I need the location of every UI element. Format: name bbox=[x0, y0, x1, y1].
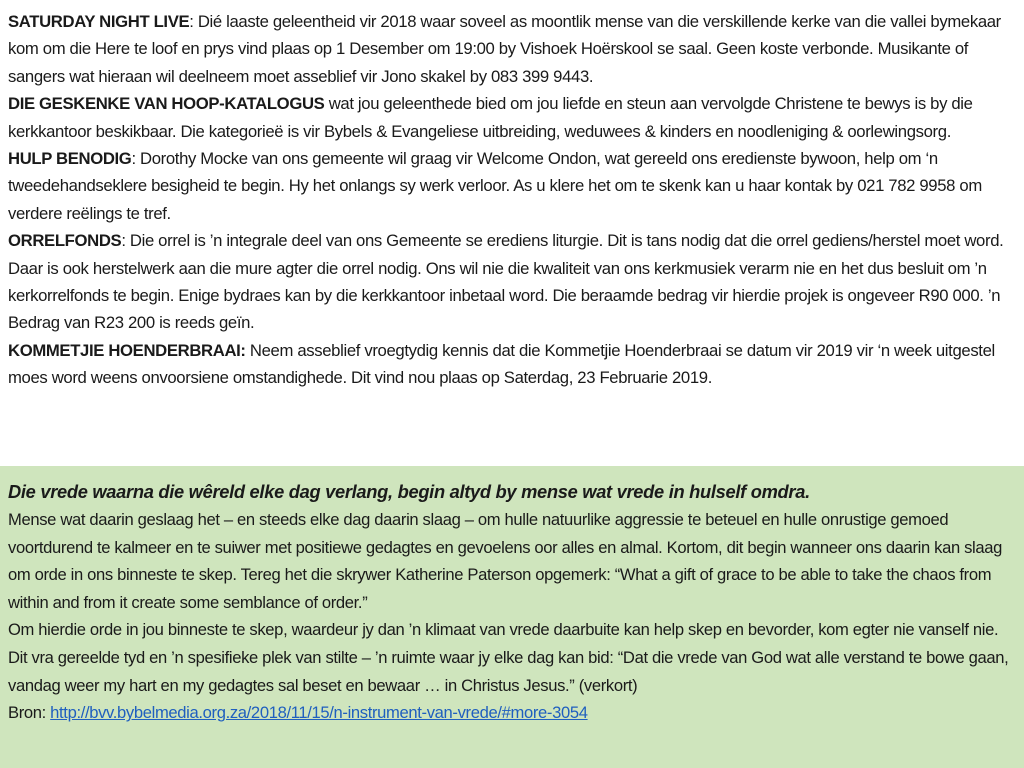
notice-heading-sep: : bbox=[131, 149, 136, 169]
notice-saturday-night-live bbox=[8, 8, 1016, 90]
notice-heading: HULP BENODIG bbox=[8, 149, 132, 169]
reflection-paragraph-2: Om hierdie orde in jou binneste te skep, waardeur jy dan ’n klimaat van vrede daarbuite kan help skep en bevorder, kom egter nie vanself nie. Dit vra gereelde tyd en ’n spesifieke plek van stilte – ’n ruimte waar jy elke dag kan bid: “Dat die vrede van God wat alle verstand te bowe gaan, vandag weer my hart en my gedagtes sal beset en bewaar … in Christus Jesus.” (verkort) bbox=[8, 620, 1009, 695]
notice-orrelfonds bbox=[8, 227, 1016, 337]
notice-body: Dorothy Mocke van ons gemeente wil graag vir Welcome Ondon, wat gereeld ons eredienste bywoon, help om ‘n tweedehandseklere besigheid te begin. Hy het onlangs sy werk verloor. As u klere het om te skenk kan u haar kontak by 021 782 9958 om verdere reëlings te tref. bbox=[8, 149, 982, 223]
reflection-source bbox=[8, 699, 1016, 727]
notice-heading-sep: : bbox=[189, 12, 194, 31]
reflection-paragraph-1: Mense wat daarin geslaag het – en steeds elke dag daarin slaag – om hulle natuurlike aggressie te beteuel en hulle onrustige gemoed voortdurend te kalmeer en te suiwer met positiewe gedagtes en gevoelens oor alles en almal. Kortom, dit begin wanneer ons daarin kan slaag om orde in ons binneste te skep. Tereg het die skrywer Katherine Paterson opgemerk: “What a gift of grace to be able to take the chaos from within and from it create some semblance of order.” bbox=[8, 510, 1003, 612]
notice-heading-sep: : bbox=[121, 231, 126, 251]
reflection-headline: Die vrede waarna die wêreld elke dag verlang, begin altyd by mense wat vrede in hulself omdra. bbox=[8, 481, 810, 502]
source-link[interactable]: http://bvv.bybelmedia.org.za/2018/11/15/n-instrument-van-vrede/#more-3054 bbox=[50, 703, 588, 723]
notice-heading: SATURDAY NIGHT LIVE bbox=[8, 12, 190, 31]
notice-geskenke-van-hoop bbox=[8, 90, 1016, 145]
notice-body: Die orrel is ’n integrale deel van ons Gemeente se erediens liturgie. Dit is tans nodig dat die orrel gediens/herstel moet word. Daar is ook herstelwerk aan die mure agter die orrel nodig. Ons wil nie die kwaliteit van ons kerkmusiek verarm nie en het dus besluit om ’n kerkorrelfonds te begin. Enige bydraes kan by die kerkkantoor inbetaal word. Die beraamde bedrag vir hierdie projek is ongeveer R90 000. ’n Bedrag van R23 200 is reeds geïn. bbox=[8, 231, 1004, 333]
notice-body: Neem asseblief vroegtydig kennis dat die Kommetjie Hoenderbraai se datum vir 2019 vir ‘n week uitgestel moes word weens onvoorsiene omstandighede. Dit vind nou plaas op Saterdag, 23 Februarie 2019. bbox=[8, 340, 995, 388]
source-label: Bron: bbox=[8, 703, 51, 723]
notice-hulp-benodig bbox=[8, 145, 1016, 227]
notice-body: wat jou geleenthede bied om jou liefde en steun aan vervolgde Christene te bewys is by die kerkkantoor beskikbaar. Die kategorieë is vir Bybels & Evangeliese uitbreiding, weduwees & kinders en noodleniging & oorlewingsorg. bbox=[8, 94, 973, 141]
reflection-panel bbox=[0, 466, 1024, 768]
notice-heading: ORRELFONDS bbox=[8, 231, 122, 251]
notice-kommetjie-hoenderbraai bbox=[8, 337, 1016, 392]
notice-body: Dié laaste geleentheid vir 2018 waar soveel as moontlik mense van die verskillende kerke van die vallei bymekaar kom om die Here te loof en prys vind plaas op 1 Desember om 19:00 by Vishoek Hoërskool se saal. Geen koste verbonde. Musikante of sangers wat hieraan wil deelneem moet asseblief vir Jono skakel by 083 399 9443. bbox=[8, 12, 1001, 86]
notice-heading: KOMMETJIE HOENDERBRAAI: bbox=[8, 340, 246, 360]
notice-heading: DIE GESKENKE VAN HOOP-KATALOGUS bbox=[8, 94, 325, 114]
